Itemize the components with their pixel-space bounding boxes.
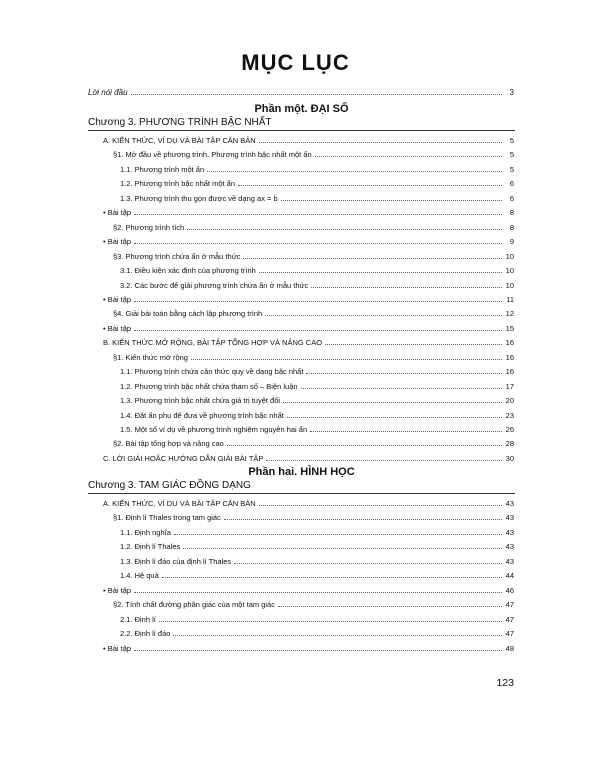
- toc-label: 3.1. Điều kiện xác định của phương trình: [120, 266, 256, 276]
- dot-leader: [266, 460, 502, 461]
- toc-page-number: 15: [505, 323, 514, 333]
- dot-leader: [134, 214, 502, 215]
- toc-label: §2. Phương trình tích: [113, 222, 185, 232]
- toc-label: §1. Định lí Thales trong tam giác: [113, 513, 221, 523]
- toc-row: [0, 421, 591, 434]
- toc-label: • Bài tập: [103, 294, 132, 304]
- dot-leader: [259, 142, 502, 143]
- toc-row: [0, 435, 591, 448]
- toc-label: 1.3. Phương trình bậc nhất chứa giá trị tuyệt đối: [120, 396, 281, 406]
- chapter-heading-algebra: Chương 3. PHƯƠNG TRÌNH BẬC NHẤT: [88, 117, 272, 128]
- dot-leader: [162, 577, 502, 578]
- toc-row: [0, 407, 591, 420]
- dot-leader: [287, 417, 502, 418]
- toc-page-number: 46: [505, 585, 514, 595]
- toc-row: [0, 553, 591, 566]
- toc-row: [0, 132, 591, 145]
- toc-label: C. LỜI GIẢI HOẶC HƯỚNG DẪN GIẢI BÀI TẬP: [103, 453, 264, 463]
- toc-page-number: 48: [505, 643, 514, 653]
- toc-row: [0, 524, 591, 537]
- dot-leader: [265, 315, 502, 316]
- dot-leader: [315, 156, 502, 157]
- toc-page-number: 44: [505, 571, 514, 581]
- toc-page-number: 9: [509, 237, 514, 247]
- toc-page-number: 30: [505, 453, 514, 463]
- toc-label: 3.2. Các bước để giải phương trình chứa ẩn ở mẫu thức: [120, 280, 309, 290]
- dot-leader: [224, 519, 502, 520]
- toc-page-number: 6: [509, 193, 514, 203]
- dot-leader: [134, 301, 502, 302]
- dot-leader: [174, 534, 502, 535]
- toc-label: §1. Mở đầu về phương trình. Phương trình bậc nhất một ẩn: [113, 150, 312, 160]
- toc-label: §1. Kiến thức mở rộng: [113, 352, 188, 362]
- toc-page-number: 43: [505, 499, 514, 508]
- toc-row: [0, 219, 591, 232]
- toc-label: Lời nói đầu: [88, 88, 128, 97]
- part-heading-geometry: Phần hai. HÌNH HỌC: [248, 466, 355, 478]
- toc-label: • Bài tập: [103, 585, 132, 595]
- toc-row: [0, 392, 591, 405]
- toc-row: [0, 538, 591, 551]
- toc-row: [0, 305, 591, 318]
- toc-page-number: 3: [509, 88, 514, 97]
- toc-label: 1.3. Phương trình thu gọn được về dạng ax = b: [120, 193, 278, 203]
- toc-row: [0, 262, 591, 275]
- toc-page-number: 43: [505, 527, 514, 537]
- dot-leader: [325, 344, 502, 345]
- toc-row: [0, 509, 591, 522]
- toc-row: [0, 277, 591, 290]
- toc-label: §3. Phương trình chứa ẩn ở mẫu thức: [113, 251, 241, 261]
- toc-page-number: 16: [505, 338, 514, 348]
- toc-row: [0, 334, 591, 347]
- dot-leader: [191, 359, 502, 360]
- toc-row: [0, 204, 591, 217]
- dot-leader: [134, 243, 502, 244]
- chapter-rule: [88, 130, 515, 131]
- toc-page-number: 47: [505, 614, 514, 624]
- toc-label: • Bài tập: [103, 323, 132, 333]
- dot-leader: [306, 373, 502, 374]
- toc-label: B. KIẾN THỨC MỞ RỘNG, BÀI TẬP TỔNG HỢP VÀ NÂNG CAO: [103, 338, 323, 348]
- dot-leader: [301, 388, 502, 389]
- toc-page-number: 17: [505, 381, 514, 391]
- toc-row: [0, 146, 591, 159]
- toc-row: [0, 640, 591, 653]
- toc-row: [0, 161, 591, 174]
- toc-label: §2. Bài tập tổng hợp và nâng cao: [113, 439, 224, 449]
- toc-label: • Bài tập: [103, 237, 132, 247]
- chapter-rule: [88, 493, 515, 494]
- dot-leader: [281, 200, 502, 201]
- toc-label: 1.2. Phương trình bậc nhất một ẩn: [120, 179, 236, 189]
- toc-page-number: 10: [505, 280, 514, 290]
- toc-row: [0, 611, 591, 624]
- toc-page-number: 28: [505, 439, 514, 449]
- dot-leader: [311, 287, 502, 288]
- toc-label: 1.3. Định lí đảo của định lí Thales: [120, 556, 232, 566]
- toc-row: [0, 450, 591, 463]
- toc-page-number: 6: [509, 179, 514, 189]
- toc-row-intro: [0, 84, 591, 97]
- toc-page-number: 23: [505, 410, 514, 420]
- page-title: MỤC LỤC: [241, 50, 350, 75]
- toc-row: [0, 233, 591, 246]
- toc-label: §2. Tính chất đường phân giác của một tam giác: [113, 600, 275, 610]
- dot-leader: [243, 258, 502, 259]
- toc-row: [0, 495, 591, 508]
- dot-leader: [131, 94, 502, 95]
- toc-page-number: 8: [509, 222, 514, 232]
- toc-row: [0, 320, 591, 333]
- toc-page-number: 47: [505, 600, 514, 610]
- toc-row: [0, 190, 591, 203]
- toc-row: [0, 175, 591, 188]
- toc-label: 2.2. Định lí đảo: [120, 629, 171, 639]
- toc-label: 1.4. Đặt ẩn phụ để đưa về phương trình bậc nhất: [120, 410, 284, 420]
- dot-leader: [134, 330, 502, 331]
- toc-label: 1.1. Phương trình một ẩn: [120, 164, 205, 174]
- dot-leader: [173, 635, 502, 636]
- toc-page-number: 26: [505, 425, 514, 434]
- dot-leader: [259, 272, 502, 273]
- toc-row: [0, 582, 591, 595]
- toc-page-number: 43: [505, 556, 514, 566]
- part-heading-algebra: Phần một. ĐẠI SỐ: [254, 103, 349, 115]
- toc-page-number: 12: [505, 309, 514, 319]
- toc-row: [0, 248, 591, 261]
- dot-leader: [227, 445, 502, 446]
- chapter-heading-geometry: Chương 3. TAM GIÁC ĐỒNG DẠNG: [88, 480, 251, 491]
- toc-label: 1.5. Một số ví dụ về phương trình nghiệm nguyên hai ẩn: [120, 425, 308, 434]
- toc-row: [0, 349, 591, 362]
- dot-leader: [310, 431, 502, 432]
- toc-label: A. KIẾN THỨC, VÍ DỤ VÀ BÀI TẬP CĂN BẢN: [103, 136, 256, 145]
- toc-label: • Bài tập: [103, 643, 132, 653]
- toc-page-number: 20: [505, 396, 514, 406]
- toc-row: [0, 378, 591, 391]
- toc-page-number: 16: [505, 352, 514, 362]
- toc-page-number: 10: [505, 251, 514, 261]
- toc-label: • Bài tập: [103, 208, 132, 218]
- toc-page-number: 43: [505, 513, 514, 523]
- toc-label: 1.1. Định nghĩa: [120, 527, 171, 537]
- toc-label: 2.1. Định lí: [120, 614, 156, 624]
- toc-page-number: 8: [509, 208, 514, 218]
- toc-page-number: 43: [505, 542, 514, 552]
- toc-page-number: 5: [509, 136, 514, 145]
- dot-leader: [187, 229, 502, 230]
- dot-leader: [234, 563, 502, 564]
- dot-leader: [238, 185, 502, 186]
- toc-page-number: 10: [505, 266, 514, 276]
- page-number: 123: [496, 677, 514, 689]
- toc-label: 1.1. Phương trình chứa căn thức quy về dạng bậc nhất: [120, 367, 304, 377]
- toc-row: [0, 625, 591, 638]
- toc-page-number: 5: [509, 150, 514, 160]
- toc-page-number: 47: [505, 629, 514, 639]
- toc-label: A. KIẾN THỨC, VÍ DỤ VÀ BÀI TẬP CĂN BẢN: [103, 499, 256, 508]
- toc-page-number: 5: [509, 164, 514, 174]
- dot-leader: [134, 592, 502, 593]
- dot-leader: [207, 171, 502, 172]
- toc-row: [0, 596, 591, 609]
- toc-label: 1.2. Định lí Thales: [120, 542, 181, 552]
- dot-leader: [283, 402, 502, 403]
- toc-label: 1.4. Hệ quả: [120, 571, 159, 581]
- toc-page-number: 11: [506, 294, 514, 304]
- dot-leader: [183, 548, 502, 549]
- dot-leader: [278, 606, 502, 607]
- toc-label: 1.2. Phương trình bậc nhất chứa tham số – Biện luận: [120, 381, 298, 391]
- toc-row: [0, 363, 591, 376]
- dot-leader: [159, 621, 502, 622]
- dot-leader: [259, 505, 502, 506]
- dot-leader: [134, 650, 502, 651]
- toc-label: §4. Giải bài toán bằng cách lập phương trình: [113, 309, 263, 319]
- toc-page-number: 16: [505, 367, 514, 377]
- toc-row: [0, 291, 591, 304]
- toc-row: [0, 567, 591, 580]
